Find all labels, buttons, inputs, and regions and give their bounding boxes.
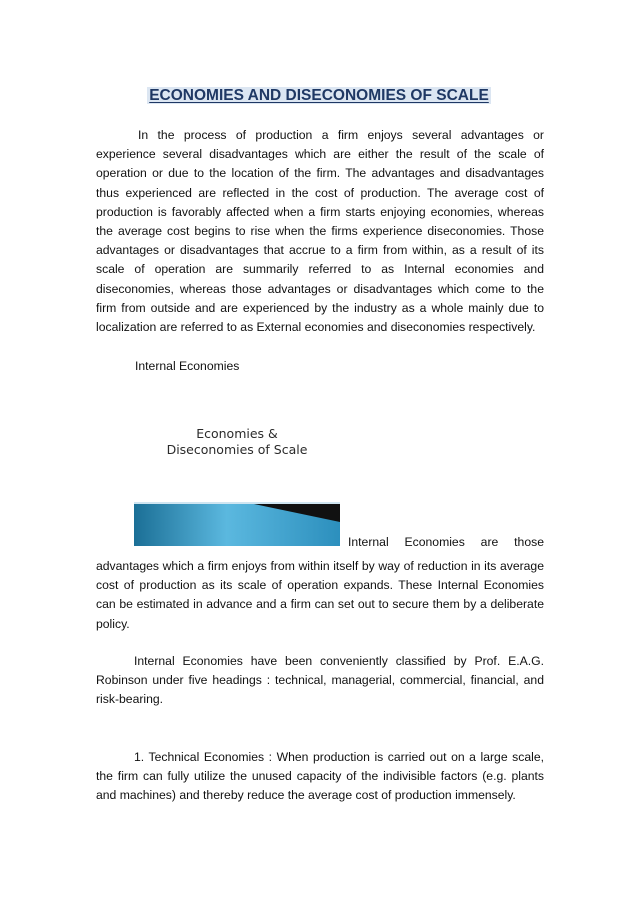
document-title-text: ECONOMIES AND DISECONOMIES OF SCALE [149, 87, 489, 104]
slide-title-line1: Economies & [196, 426, 278, 441]
definition-word: Economies [404, 535, 465, 549]
intro-paragraph: In the process of production a firm enjoys several advantages or experience several disadvantages which are either the result of the scale of operation or due to the location of the firm. The advantages and disadvantages thus experienced are reflected in the cost of production. The average cost of production is favorably affected when a firm starts enjoying economies, whereas the average cost begins to rise when the firms experience diseconomies. Those advantages or disadvantages that accrue to a firm from within, as a result of its scale of operation are summarily referred to as Internal economies and diseconomies, whereas those advantages or disadvantages which come to the firm from outside and are experienced by the industry as a whole mainly due to localization are referred to as External economies and diseconomies respectively. [96, 128, 544, 335]
economies-slide-image [134, 412, 340, 546]
document-title [0, 86, 638, 106]
classification-paragraph: Internal Economies have been conveniently classified by Prof. E.A.G. Robinson under five headings : technical, managerial, commercial, financial, and risk-bearing. [96, 654, 544, 707]
definition-lead-line [348, 533, 544, 552]
technical-economies-paragraph: 1. Technical Economies : When production is carried out on a large scale, the firm can fully utilize the unused capacity of the indivisible factors (e.g. plants and machines) and thereby reduce the average cost of production immensely. [96, 750, 544, 803]
slide-title-line2: Diseconomies of Scale [166, 442, 308, 457]
slide-banner-graphic [134, 412, 340, 546]
definition-word: those [514, 535, 544, 549]
definition-word: Internal [348, 535, 389, 549]
definition-word: are [480, 535, 499, 549]
slide-band-highlight [134, 502, 340, 504]
definition-paragraph: advantages which a firm enjoys from within itself by way of reduction in its average cost of production as its scale of operation expands. These Internal Economies can be estimated in advance and a firm can set out to secure them by a deliberate policy. [96, 559, 544, 631]
section-heading-internal-economies: Internal Economies [135, 359, 240, 373]
